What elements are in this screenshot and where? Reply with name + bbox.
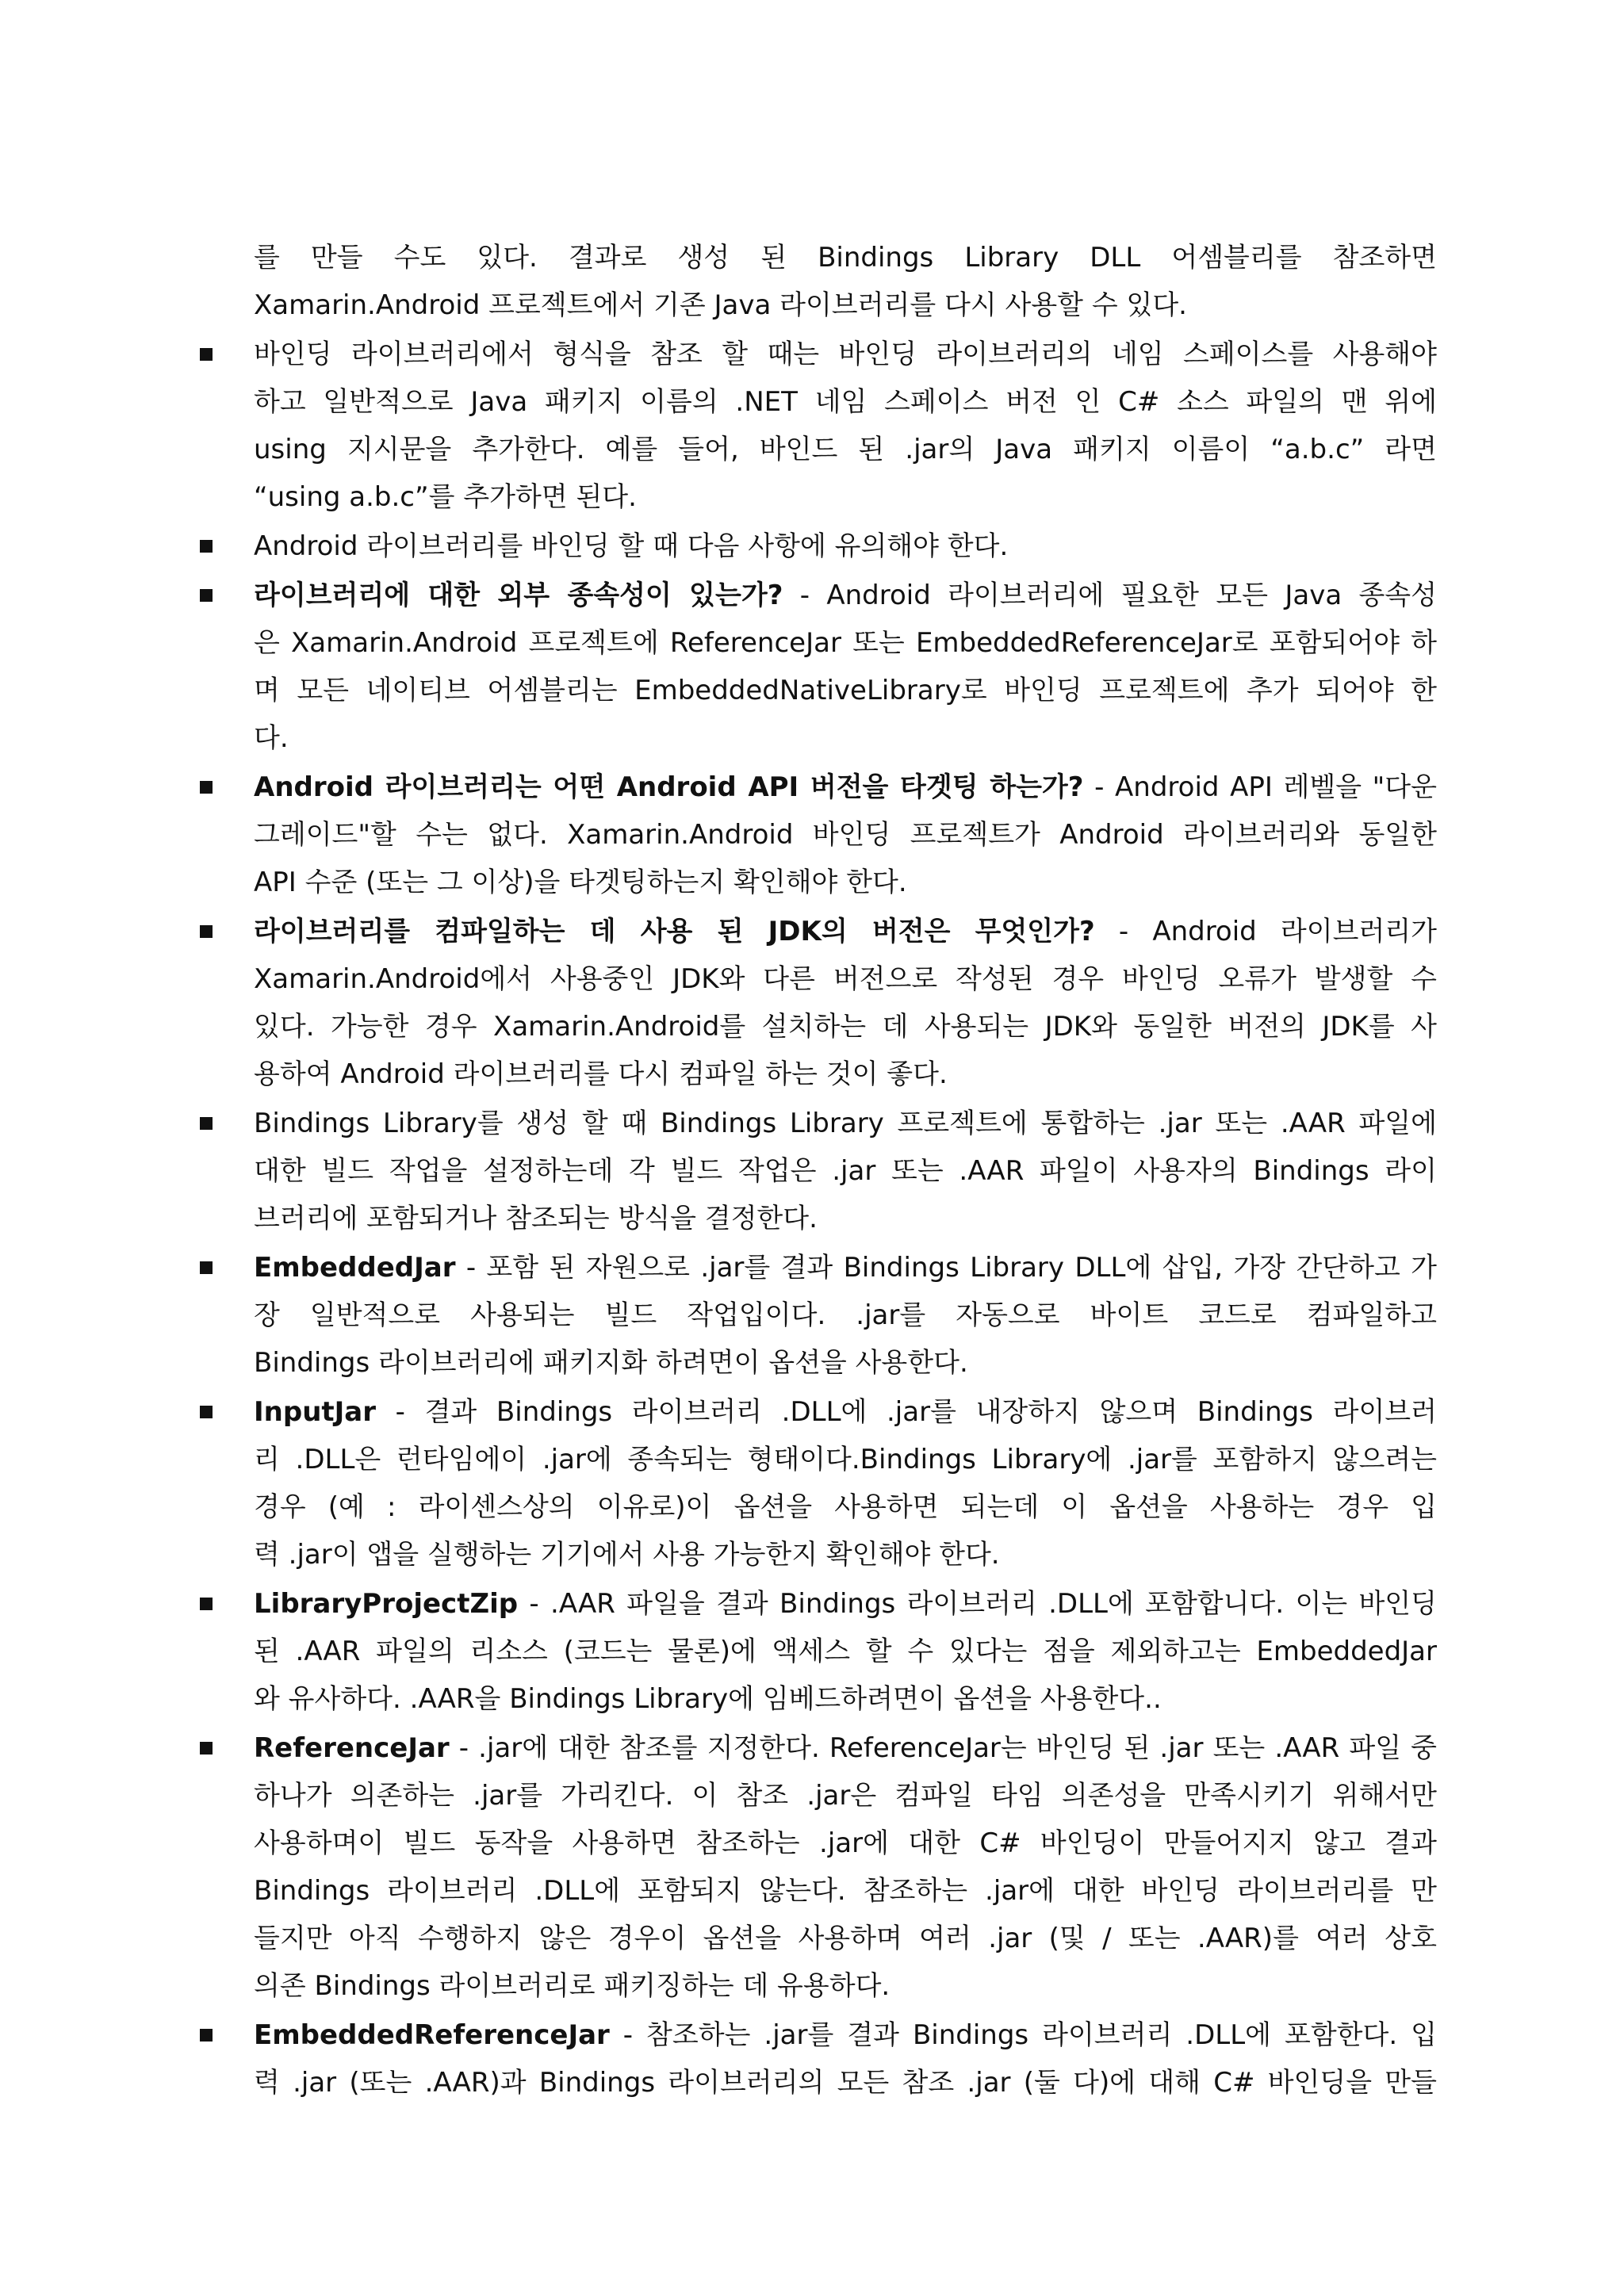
bullet-list-item: [198, 2011, 1437, 2107]
text-run: - 참조하는 .jar를 결과 Bindings 라이브러리 .DLL에 포함한다. 입: [609, 2019, 1437, 2051]
text-run: 브러리에 포함되거나 참조되는 방식을 결정한다.: [254, 1203, 818, 1234]
text-line: [254, 908, 1437, 955]
text-line: [254, 2059, 1437, 2107]
text-line: [254, 1195, 1437, 1242]
bullet-list-item: [198, 522, 1437, 570]
square-bullet-icon: [200, 348, 213, 361]
text-run: API 수준 (또는 그 이상)을 타겟팅하는지 확인해야 한다.: [254, 867, 907, 898]
text-line: [254, 1820, 1437, 1867]
text-run: 력 .jar이 앱을 실행하는 기기에서 사용 가능한지 확인해야 한다.: [254, 1539, 1000, 1571]
text-line: [254, 859, 1437, 906]
text-run: Xamarin.Android에서 사용중인 JDK와 다른 버전으로 작성된 경우 바인딩 오류가 발생할 수: [254, 963, 1437, 995]
text-run: - Android 라이브러리에 필요한 모든 Java 종속성: [783, 580, 1437, 611]
bullet-list-item: [198, 1100, 1437, 1242]
bold-term: 라이브러리를 컴파일하는 데 사용 된 JDK의 버전은 무엇인가?: [254, 916, 1095, 947]
square-bullet-icon: [200, 589, 213, 602]
text-run: - .AAR 파일을 결과 Bindings 라이브러리 .DLL에 포함합니다. 이는 바인딩: [518, 1588, 1437, 1620]
text-line: [254, 281, 1437, 329]
text-line: [254, 619, 1437, 667]
text-line: [254, 1436, 1437, 1483]
bullet-list-item: [198, 1388, 1437, 1578]
text-line: [254, 1050, 1437, 1098]
bullet-list-item: [198, 1724, 1437, 2010]
text-line: [254, 667, 1437, 714]
text-line: [254, 1339, 1437, 1387]
text-run: - Android 라이브러리가: [1094, 916, 1437, 947]
bold-term: Android 라이브러리는 어떤 Android API 버전을 타겟팅 하는가?: [254, 771, 1084, 803]
text-run: - .jar에 대한 참조를 지정한다. ReferenceJar는 바인딩 된 .jar 또는 .AAR 파일 중: [449, 1732, 1437, 1764]
text-run: Bindings Library를 생성 할 때 Bindings Library 프로젝트에 통합하는 .jar 또는 .AAR 파일에: [254, 1108, 1437, 1139]
body-paragraph: [198, 234, 1437, 329]
text-line: [254, 1915, 1437, 1962]
text-run: 바인딩 라이브러리에서 형식을 참조 할 때는 바인딩 라이브러리의 네임 스페이스를 사용해야: [254, 339, 1437, 370]
text-run: Bindings 라이브러리 .DLL에 포함되지 않는다. 참조하는 .jar에 대한 바인딩 라이브러리를 만: [254, 1875, 1437, 1907]
text-run: 장 일반적으로 사용되는 빌드 작업입이다. .jar를 자동으로 바이트 코드로 컴파일하고: [254, 1299, 1437, 1331]
square-bullet-icon: [200, 781, 213, 794]
text-line: [254, 331, 1437, 378]
text-line: [254, 426, 1437, 473]
text-line: [254, 1724, 1437, 1772]
text-run: 를 만들 수도 있다. 결과로 생성 된 Bindings Library DLL 어셈블리를 참조하면: [254, 242, 1437, 274]
text-run: 며 모든 네이티브 어셈블리는 EmbeddedNativeLibrary로 바인딩 프로젝트에 추가 되어야 한: [254, 675, 1437, 706]
text-run: - 포함 된 자원으로 .jar를 결과 Bindings Library DLL에 삽입, 가장 간단하고 가: [455, 1252, 1437, 1284]
text-line: [254, 1675, 1437, 1723]
square-bullet-icon: [200, 1261, 213, 1274]
text-run: 의존 Bindings 라이브러리로 패키징하는 데 유용하다.: [254, 1970, 891, 2002]
bold-term: LibraryProjectZip: [254, 1588, 519, 1620]
bold-term: InputJar: [254, 1396, 377, 1428]
text-line: [254, 378, 1437, 426]
bold-term: EmbeddedJar: [254, 1252, 456, 1284]
text-line: [254, 2011, 1437, 2059]
text-run: 대한 빌드 작업을 설정하는데 각 빌드 작업은 .jar 또는 .AAR 파일이 사용자의 Bindings 라이: [254, 1155, 1437, 1187]
square-bullet-icon: [200, 540, 213, 553]
text-run: 와 유사하다. .AAR을 Bindings Library에 임베드하려면이 옵션을 사용한다..: [254, 1683, 1162, 1715]
square-bullet-icon: [200, 1742, 213, 1755]
text-run: Bindings 라이브러리에 패키지화 하려면이 옵션을 사용한다.: [254, 1347, 968, 1379]
text-line: [254, 234, 1437, 281]
square-bullet-icon: [200, 2029, 213, 2042]
text-line: [254, 1483, 1437, 1531]
text-run: Android 라이브러리를 바인딩 할 때 다음 사항에 유의해야 한다.: [254, 530, 1009, 562]
text-line: [254, 1962, 1437, 2010]
text-run: 있다. 가능한 경우 Xamarin.Android를 설치하는 데 사용되는 JDK와 동일한 버전의 JDK를 사: [254, 1011, 1437, 1043]
text-run: “using a.b.c”를 추가하면 된다.: [254, 481, 637, 513]
bullet-list-item: [198, 1580, 1437, 1723]
text-line: [254, 1628, 1437, 1675]
bullet-list-item: [198, 763, 1437, 906]
text-line: [254, 1147, 1437, 1195]
text-run: - 결과 Bindings 라이브러리 .DLL에 .jar를 내장하지 않으며 Bindings 라이브러: [376, 1396, 1437, 1428]
text-run: 하나가 의존하는 .jar를 가리킨다. 이 참조 .jar은 컴파일 타임 의존성을 만족시키기 위해서만: [254, 1780, 1437, 1812]
text-line: [254, 714, 1437, 762]
text-line: [254, 1531, 1437, 1578]
text-line: [254, 811, 1437, 859]
text-run: 경우 (예 : 라이센스상의 이유로)이 옵션을 사용하면 되는데 이 옵션을 사용하는 경우 입: [254, 1491, 1437, 1523]
text-line: [254, 572, 1437, 619]
text-line: [254, 1580, 1437, 1628]
bullet-list-item: [198, 572, 1437, 762]
text-run: - Android API 레벨을 "다운: [1083, 771, 1437, 803]
text-line: [254, 763, 1437, 811]
text-run: 하고 일반적으로 Java 패키지 이름의 .NET 네임 스페이스 버전 인 C# 소스 파일의 맨 위에: [254, 386, 1437, 418]
bold-term: ReferenceJar: [254, 1732, 450, 1764]
bullet-list-item: [198, 331, 1437, 521]
text-line: [254, 522, 1437, 570]
text-run: 사용하며이 빌드 동작을 사용하면 참조하는 .jar에 대한 C# 바인딩이 만들어지지 않고 결과: [254, 1827, 1437, 1859]
text-run: 력 .jar (또는 .AAR)과 Bindings 라이브러리의 모든 참조 .jar (둘 다)에 대해 C# 바인딩을 만들: [254, 2067, 1437, 2099]
text-run: 리 .DLL은 런타임에이 .jar에 종속되는 형태이다.Bindings Library에 .jar를 포함하지 않으려는: [254, 1444, 1437, 1475]
text-run: 다.: [254, 722, 289, 754]
text-line: [254, 1867, 1437, 1915]
bold-term: EmbeddedReferenceJar: [254, 2019, 610, 2051]
text-run: 들지만 아직 수행하지 않은 경우이 옵션을 사용하며 여러 .jar (및 / 또는 .AAR)를 여러 상호: [254, 1923, 1437, 1954]
text-line: [254, 1003, 1437, 1050]
bold-term: 라이브러리에 대한 외부 종속성이 있는가?: [254, 580, 783, 611]
bullet-list-item: [198, 1244, 1437, 1387]
square-bullet-icon: [200, 1117, 213, 1130]
text-line: [254, 473, 1437, 521]
text-run: 용하여 Android 라이브러리를 다시 컴파일 하는 것이 좋다.: [254, 1058, 948, 1090]
document-body: [198, 234, 1437, 2108]
text-line: [254, 1244, 1437, 1292]
text-line: [254, 1100, 1437, 1147]
text-run: using 지시문을 추가한다. 예를 들어, 바인드 된 .jar의 Java 패키지 이름이 “a.b.c” 라면: [254, 434, 1437, 465]
square-bullet-icon: [200, 1406, 213, 1418]
text-line: [254, 1772, 1437, 1820]
text-run: 은 Xamarin.Android 프로젝트에 ReferenceJar 또는 EmbeddedReferenceJar로 포함되어야 하: [254, 627, 1437, 659]
text-line: [254, 1292, 1437, 1339]
text-run: 그레이드"할 수는 없다. Xamarin.Android 바인딩 프로젝트가 Android 라이브러리와 동일한: [254, 819, 1437, 851]
text-line: [254, 955, 1437, 1003]
bullet-list-item: [198, 908, 1437, 1098]
square-bullet-icon: [200, 1598, 213, 1610]
text-run: Xamarin.Android 프로젝트에서 기존 Java 라이브러리를 다시 사용할 수 있다.: [254, 289, 1187, 321]
square-bullet-icon: [200, 925, 213, 938]
text-line: [254, 1388, 1437, 1436]
text-run: 된 .AAR 파일의 리소스 (코드는 물론)에 액세스 할 수 있다는 점을 제외하고는 EmbeddedJar: [254, 1636, 1437, 1667]
